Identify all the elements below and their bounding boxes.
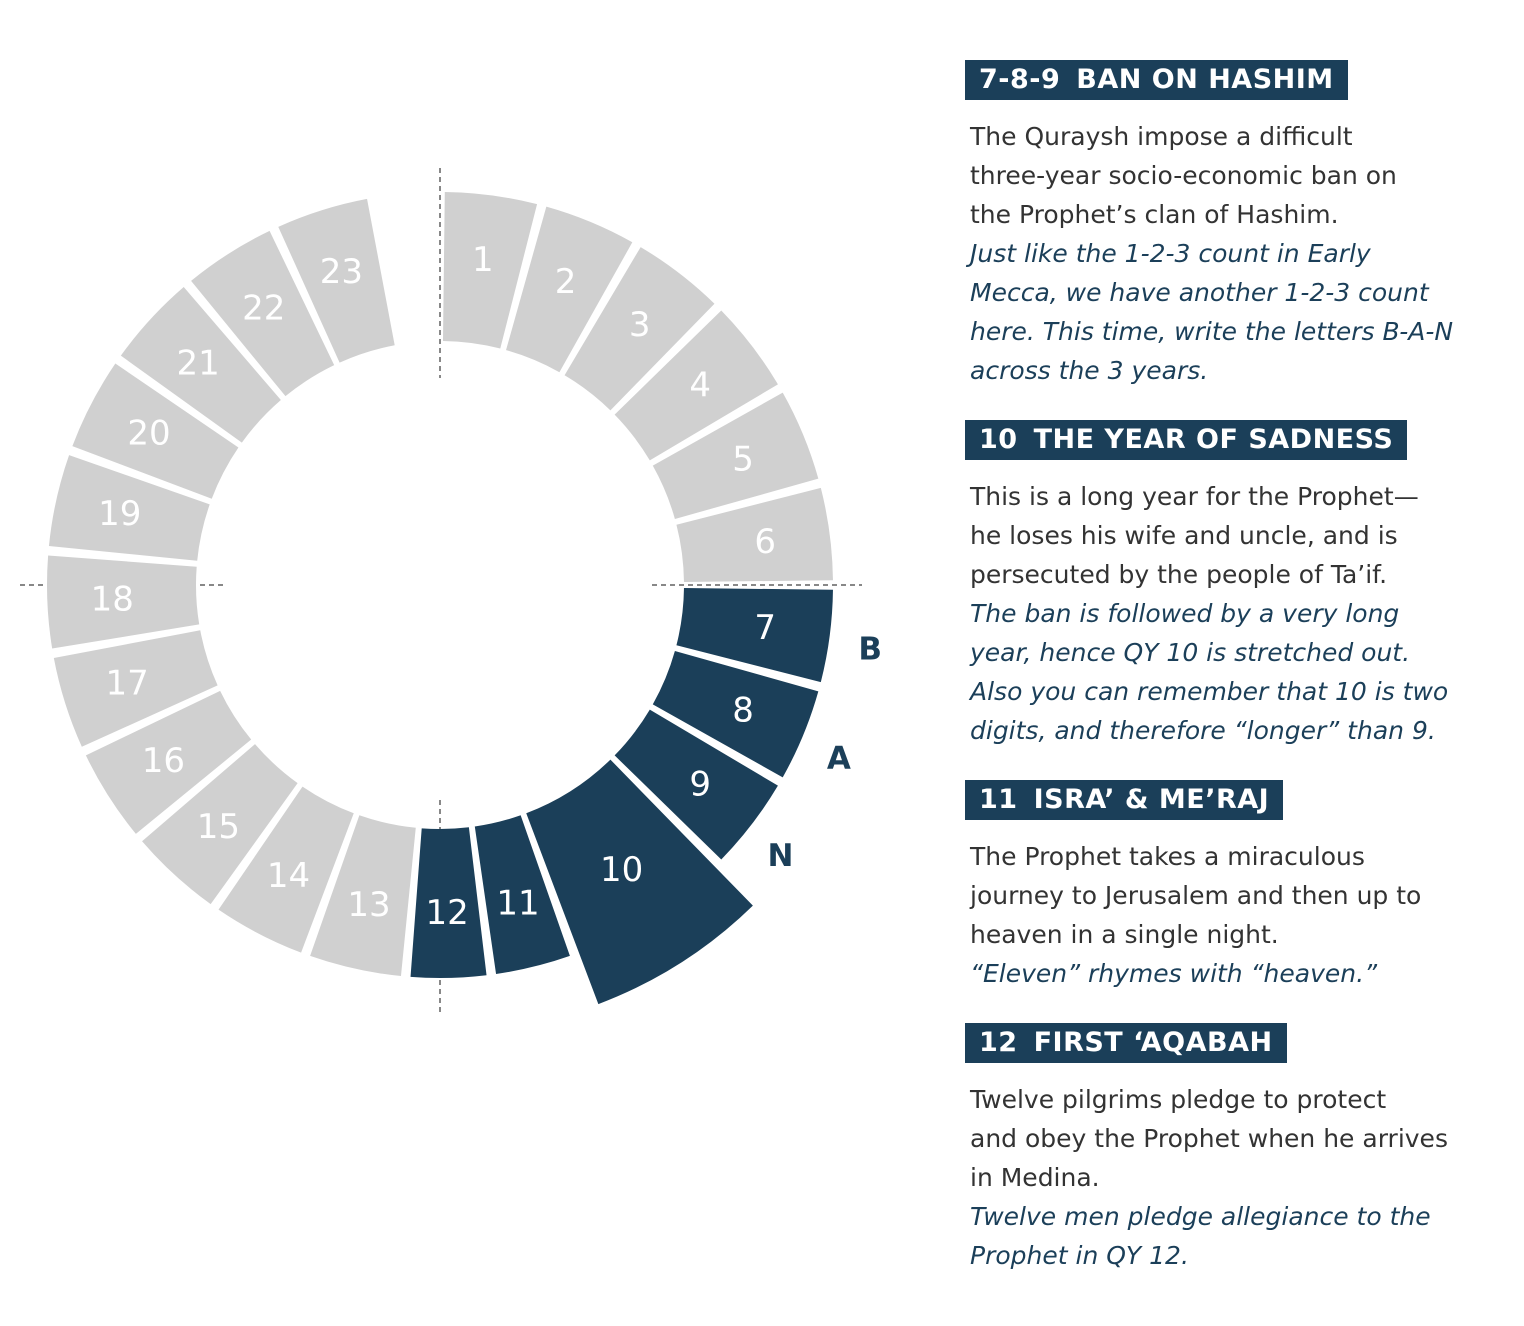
body-line: and obey the Prophet when he arrives xyxy=(970,1124,1448,1153)
ban-letter-b: B xyxy=(858,631,883,668)
year-segment-label-19: 19 xyxy=(98,494,142,535)
year-segment-label-9: 9 xyxy=(689,764,712,805)
section-text xyxy=(965,117,1505,390)
year-segment-label-20: 20 xyxy=(127,413,171,454)
mnemonic-line: here. This time, write the letters B-A-N xyxy=(970,317,1454,346)
year-segment-label-16: 16 xyxy=(141,741,186,782)
year-segment-label-10: 10 xyxy=(599,850,644,891)
info-panel xyxy=(965,60,1505,1305)
section-text xyxy=(965,477,1505,750)
year-segment-label-1: 1 xyxy=(471,239,494,280)
year-segment-label-17: 17 xyxy=(105,663,149,704)
year-segment-label-2: 2 xyxy=(554,261,577,302)
section-number: 11 xyxy=(979,784,1018,815)
year-segment-label-4: 4 xyxy=(689,365,712,406)
section-title: ISRA’ & ME’RAJ xyxy=(1033,784,1270,815)
body-line: three-year socio-economic ban on xyxy=(970,161,1397,190)
body-line: The Quraysh impose a difficult xyxy=(970,122,1353,151)
year-segment-12 xyxy=(411,827,487,978)
ban-letter-n: N xyxy=(767,837,794,874)
section-1 xyxy=(965,60,1505,390)
body-line: The Prophet takes a miraculous xyxy=(970,842,1365,871)
section-heading xyxy=(965,420,1407,460)
year-segment-label-6: 6 xyxy=(754,522,777,563)
body-line: journey to Jerusalem and then up to xyxy=(970,881,1422,910)
year-segment-label-15: 15 xyxy=(196,806,241,847)
year-segment-label-21: 21 xyxy=(176,343,220,384)
section-heading xyxy=(965,60,1348,100)
body-line: Twelve pilgrims pledge to protect xyxy=(970,1085,1387,1114)
year-segment-label-3: 3 xyxy=(628,304,651,345)
mnemonic-line: Also you can remember that 10 is two xyxy=(970,677,1449,706)
body-line: the Prophet’s clan of Hashim. xyxy=(970,200,1339,229)
mnemonic-line: Prophet in QY 12. xyxy=(970,1241,1189,1270)
section-3 xyxy=(965,780,1505,993)
mnemonic-line: Just like the 1-2-3 count in Early xyxy=(970,239,1371,268)
year-segment-label-7: 7 xyxy=(754,607,777,648)
section-2 xyxy=(965,420,1505,750)
section-number: 7-8-9 xyxy=(979,64,1061,95)
section-4 xyxy=(965,1023,1505,1275)
body-line: This is a long year for the Prophet— xyxy=(970,482,1419,511)
year-segment-label-13: 13 xyxy=(347,885,391,926)
mnemonic-line: across the 3 years. xyxy=(970,356,1209,385)
mnemonic-line: The ban is followed by a very long xyxy=(970,599,1400,628)
year-segment-label-5: 5 xyxy=(732,439,754,480)
mnemonic-line: year, hence QY 10 is stretched out. xyxy=(970,638,1411,667)
section-text xyxy=(965,1080,1505,1275)
mnemonic-line: Twelve men pledge allegiance to the xyxy=(970,1202,1431,1231)
section-heading xyxy=(965,1023,1287,1063)
section-title: BAN ON HASHIM xyxy=(1076,64,1334,95)
year-wheel-diagram xyxy=(0,0,900,1060)
body-line: in Medina. xyxy=(970,1163,1100,1192)
year-segment-label-12: 12 xyxy=(425,892,469,933)
mnemonic-line: digits, and therefore “longer” than 9. xyxy=(970,716,1436,745)
body-line: he loses his wife and uncle, and is xyxy=(970,521,1398,550)
mnemonic-line: Mecca, we have another 1-2-3 count xyxy=(970,278,1429,307)
ban-letter-a: A xyxy=(826,740,851,777)
section-text xyxy=(965,837,1505,993)
section-heading xyxy=(965,780,1283,820)
mnemonic-line: “Eleven” rhymes with “heaven.” xyxy=(970,959,1378,988)
section-number: 12 xyxy=(979,1027,1018,1058)
body-line: persecuted by the people of Ta’if. xyxy=(970,560,1388,589)
section-title: FIRST ‘AQABAH xyxy=(1033,1027,1273,1058)
year-segment-label-8: 8 xyxy=(732,690,754,731)
year-segment-18 xyxy=(47,556,199,649)
section-number: 10 xyxy=(979,424,1018,455)
year-segment-label-23: 23 xyxy=(319,252,364,293)
year-segment-label-14: 14 xyxy=(266,855,311,896)
year-segment-label-22: 22 xyxy=(242,288,286,329)
body-line: heaven in a single night. xyxy=(970,920,1279,949)
section-title: THE YEAR OF SADNESS xyxy=(1033,424,1394,455)
year-segment-label-11: 11 xyxy=(496,883,540,924)
year-segment-label-18: 18 xyxy=(90,579,134,620)
